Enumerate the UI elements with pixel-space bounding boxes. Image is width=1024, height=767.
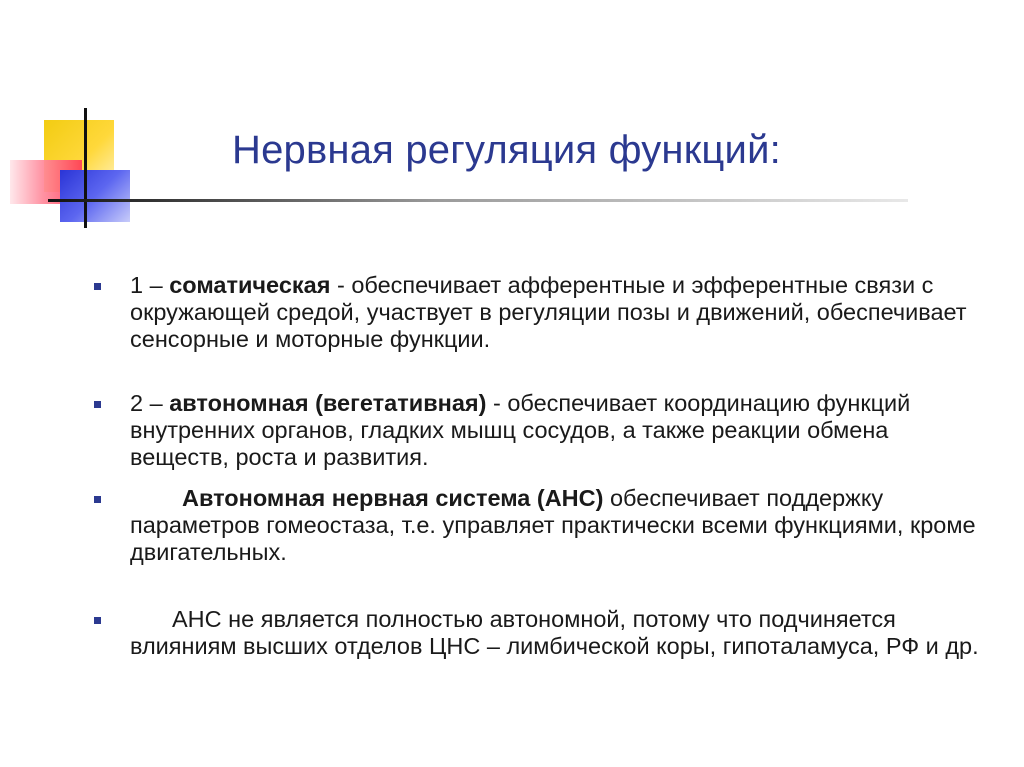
decor-horizontal-line: [48, 199, 908, 202]
bullet-text: - обеспечивает афферентные и эфферентные связи с окружающей средой, участвует в регуляции позы и движений, обеспечивает сенсорные и моторные функции.: [130, 272, 967, 352]
bullet-term: соматическая: [169, 272, 331, 298]
square-bullet-icon: [94, 283, 101, 290]
bullet-term: автономная (вегетативная): [169, 390, 487, 416]
bullet-number: 1 –: [130, 272, 163, 298]
bullet-item-autonomic: [94, 390, 984, 471]
bullet-text: - обеспечивает координацию функций внутренних органов, гладких мышц сосудов, а также реакции обмена веществ, роста и развития.: [130, 390, 911, 470]
bullet-number: 2 –: [130, 390, 163, 416]
bullet-text: обеспечивает поддержку параметров гомеостаза, т.е. управляет практически всеми функциями, кроме двигательных.: [130, 485, 976, 565]
square-bullet-icon: [94, 496, 101, 503]
bullet-item-ans: [94, 485, 984, 566]
bullet-term: Автономная нервная система (АНС): [182, 485, 604, 511]
slide-title: Нервная регуляция функций:: [232, 128, 781, 172]
decor-vertical-line: [84, 108, 87, 228]
bullet-list: [94, 272, 984, 660]
bullet-item-somatic: [94, 272, 984, 353]
square-bullet-icon: [94, 617, 101, 624]
bullet-text: АНС не является полностью автономной, потому что подчиняется влияниям высших отделов ЦНС – лимбической коры, гипоталамуса, РФ и др.: [130, 606, 979, 659]
square-bullet-icon: [94, 401, 101, 408]
bullet-item-ans-subordination: [94, 606, 984, 660]
decor-blue-square: [60, 170, 130, 222]
